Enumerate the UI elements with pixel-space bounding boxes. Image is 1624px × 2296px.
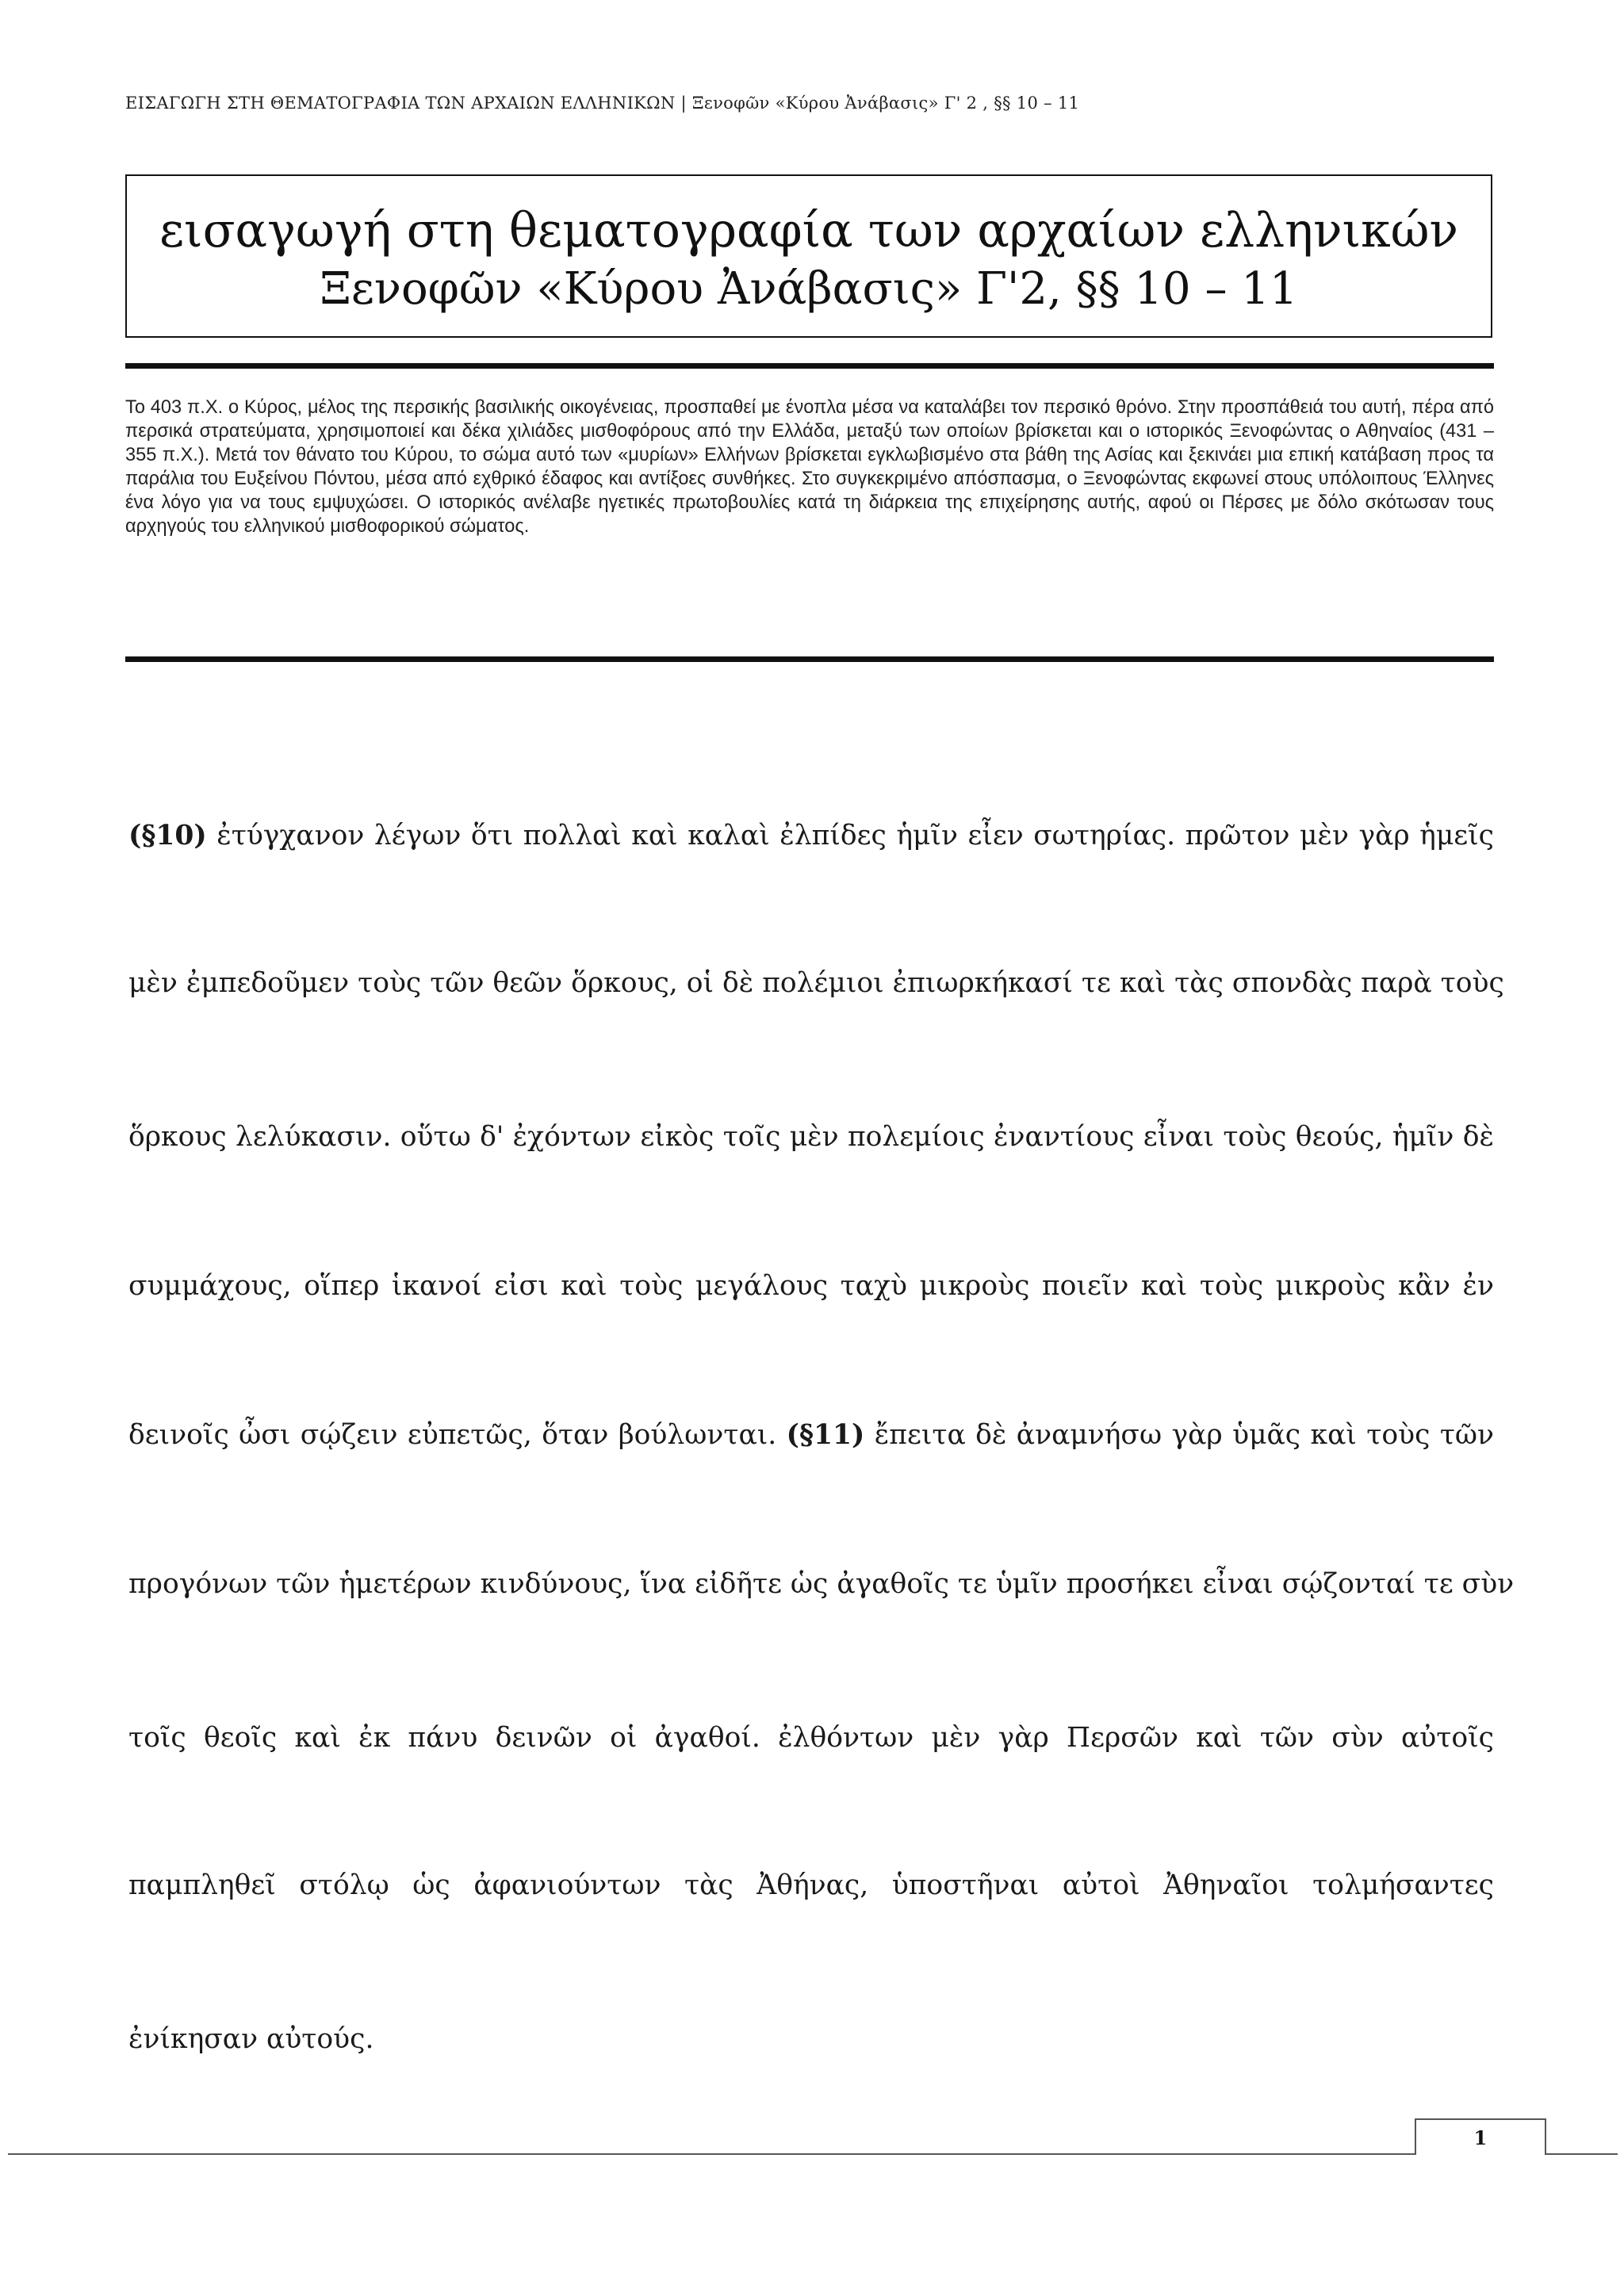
greek-line-4: συμμάχους, οἵπερ ἱκανοί εἰσι καὶ τοὺς μεγάλους ταχὺ μικροὺς ποιεῖν καὶ τοὺς μικροὺς κἂν ἐν xyxy=(128,1270,1494,1302)
greek-line-5-after: ἔπειτα δὲ ἀναμνήσω γὰρ ὑμᾶς καὶ τοὺς τῶν xyxy=(874,1419,1495,1451)
greek-line-1 xyxy=(128,818,1494,853)
greek-line-3: ὅρκους λελύκασιν. οὕτω δ' ἐχόντων εἰκὸς τοῖς μὲν πολεμίοις ἐναντίους εἶναι τοὺς θεούς, ἡμῖν δὲ xyxy=(128,1121,1494,1153)
footer-rule-right xyxy=(1546,2153,1618,2155)
greek-line-2: μὲν ἐμπεδοῦμεν τοὺς τῶν θεῶν ὅρκους, οἱ δὲ πολέμιοι ἐπιωρκήκασί τε καὶ τὰς σπονδὰς παρὰ τοὺς xyxy=(128,967,1504,999)
page-number-box xyxy=(1415,2118,1546,2155)
running-header: ΕΙΣΑΓΩΓΗ ΣΤΗ ΘΕΜΑΤΟΓΡΑΦΙΑ ΤΩΝ ΑΡΧΑΙΩΝ ΕΛΛΗΝΙΚΩΝ | Ξενοφῶν «Κύρου Ἀνάβασις» Γ' 2 , §§ 10 – 11 xyxy=(125,94,1080,113)
title-box xyxy=(125,174,1492,338)
footer-rule-left xyxy=(8,2153,1415,2155)
page-number: 1 xyxy=(1473,2126,1488,2149)
top-divider xyxy=(125,363,1494,369)
section-label-10: (§10) xyxy=(128,820,207,851)
greek-line-6: προγόνων τῶν ἡμετέρων κινδύνους, ἵνα εἰδῆτε ὡς ἀγαθοῖς τε ὑμῖν προσήκει εἶναι σῴζονταί τε σὺν xyxy=(128,1568,1515,1600)
document-title: εισαγωγή στη θεματογραφία των αρχαίων ελληνικών xyxy=(159,203,1459,258)
greek-line-5 xyxy=(128,1418,1494,1452)
greek-line-1-text: ἐτύγχανον λέγων ὅτι πολλαὶ καὶ καλαὶ ἐλπίδες ἡμῖν εἶεν σωτηρίας. πρῶτον μὲν γὰρ ἡμεῖς xyxy=(216,820,1494,851)
greek-line-9: ἐνίκησαν αὐτούς. xyxy=(128,2023,374,2055)
greek-line-5-before: δεινοῖς ὦσι σῴζειν εὐπετῶς, ὅταν βούλωνται. xyxy=(128,1419,777,1451)
greek-line-8: παμπληθεῖ στόλῳ ὡς ἀφανιούντων τὰς Ἀθήνας, ὑποστῆναι αὐτοὶ Ἀθηναῖοι τολμήσαντες xyxy=(128,1869,1494,1901)
greek-line-7: τοῖς θεοῖς καὶ ἐκ πάνυ δεινῶν οἱ ἀγαθοί. ἐλθόντων μὲν γὰρ Περσῶν καὶ τῶν σὺν αὐτοῖς xyxy=(128,1722,1494,1754)
section-label-11: (§11) xyxy=(786,1419,865,1451)
bottom-divider xyxy=(125,656,1494,662)
document-subtitle: Ξενοφῶν «Κύρου Ἀνάβασις» Γ'2, §§ 10 – 11 xyxy=(320,263,1298,315)
intro-paragraph: Το 403 π.Χ. ο Κύρος, μέλος της περσικής βασιλικής οικογένειας, προσπαθεί με ένοπλα μέσα να καταλάβει τον περσικό θρόνο. Στην προσπάθειά του αυτή, πέρα από περσικά στρατεύματα, χρησιμοποιεί και δέκα χιλιάδες μισθοφόρους από την Ελλάδα, μεταξύ των οποίων βρίσκεται και ο ιστορικός Ξενοφώντας ο Αθηναίος (431 – 355 π.Χ.). Μετά τον θάνατο του Κύρου, το σώμα αυτό των «μυρίων» Ελλήνων βρίσκεται εγκλωβισμένο στα βάθη της Ασίας και ξεκινάει μια επική κατάβαση προς τα παράλια του Ευξείνου Πόντου, μέσα από εχθρικό έδαφος και αντίξοες συνθήκες. Στο συγκεκριμένο απόσπασμα, ο Ξενοφώντας εκφωνεί στους υπόλοιπους Έλληνες ένα λόγο για να τους εμψυχώσει. Ο ιστορικός ανέλαβε ηγετικές πρωτοβουλίες κατά τη διάρκεια της επιχείρησης αυτής, αφού οι Πέρσες με δόλο σκότωσαν τους αρχηγούς του ελληνικού μισθοφορικού σώματος. xyxy=(125,397,1494,537)
